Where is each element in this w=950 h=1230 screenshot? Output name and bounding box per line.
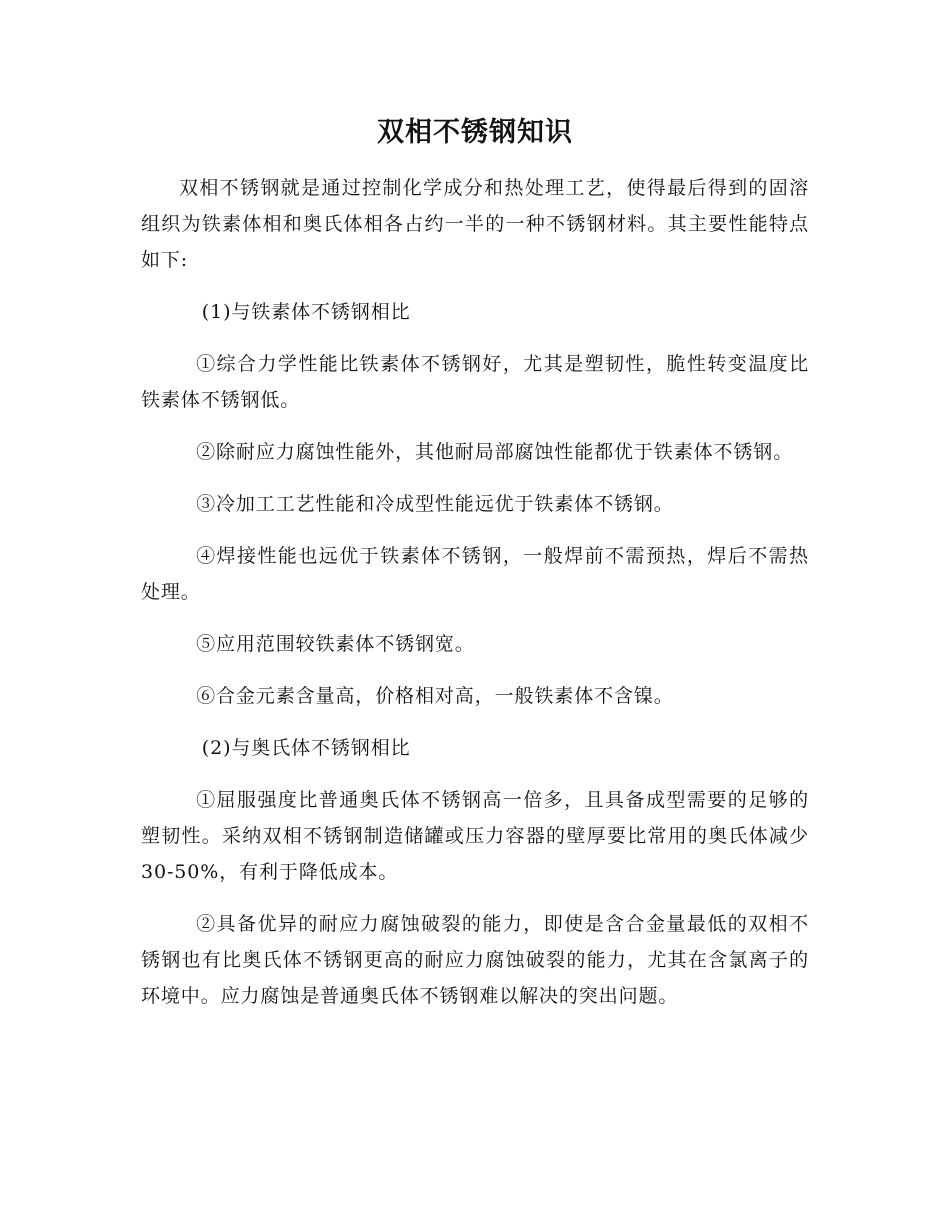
- section1-item-2: ②除耐应力腐蚀性能外，其他耐局部腐蚀性能都优于铁素体不锈钢。: [196, 441, 794, 463]
- section2-item-2: ②具备优异的耐应力腐蚀破裂的能力，即使是含合金量最低的双相不锈钢也有比奥氏体不锈钢更高的耐应力腐蚀破裂的能力，尤其在含氯离子的环境中。应力腐蚀是普通奥氏体不锈钢难以解决的突出问题。: [141, 913, 809, 1007]
- section1-item-4: ④焊接性能也远优于铁素体不锈钢，一般焊前不需预热，焊后不需热处理。: [141, 545, 809, 603]
- document-body: [141, 110, 809, 1030]
- section2-heading: (2)与奥氏体不锈钢相比: [201, 737, 411, 759]
- section2-item-1: ①屈服强度比普通奥氏体不锈钢高一倍多，且具备成型需要的足够的塑韧性。采纳双相不锈钢制造储罐或压力容器的壁厚要比常用的奥氏体减少30-50%，有利于降低成本。: [141, 789, 809, 883]
- document-title: 双相不锈钢知识: [377, 117, 573, 148]
- intro-paragraph: 双相不锈钢就是通过控制化学成分和热处理工艺，使得最后得到的固溶组织为铁素体相和奥氏体相各占约一半的一种不锈钢材料。其主要性能特点如下:: [141, 177, 809, 271]
- section1-heading: (1)与铁素体不锈钢相比: [201, 301, 411, 323]
- section1-item-3: ③冷加工工艺性能和冷成型性能远优于铁素体不锈钢。: [196, 493, 674, 515]
- section1-item-5: ⑤应用范围较铁素体不锈钢宽。: [196, 633, 475, 655]
- section1-item-1: ①综合力学性能比铁素体不锈钢好，尤其是塑韧性，脆性转变温度比铁素体不锈钢低。: [141, 353, 809, 411]
- section1-item-6: ⑥合金元素含量高，价格相对高，一般铁素体不含镍。: [196, 685, 674, 707]
